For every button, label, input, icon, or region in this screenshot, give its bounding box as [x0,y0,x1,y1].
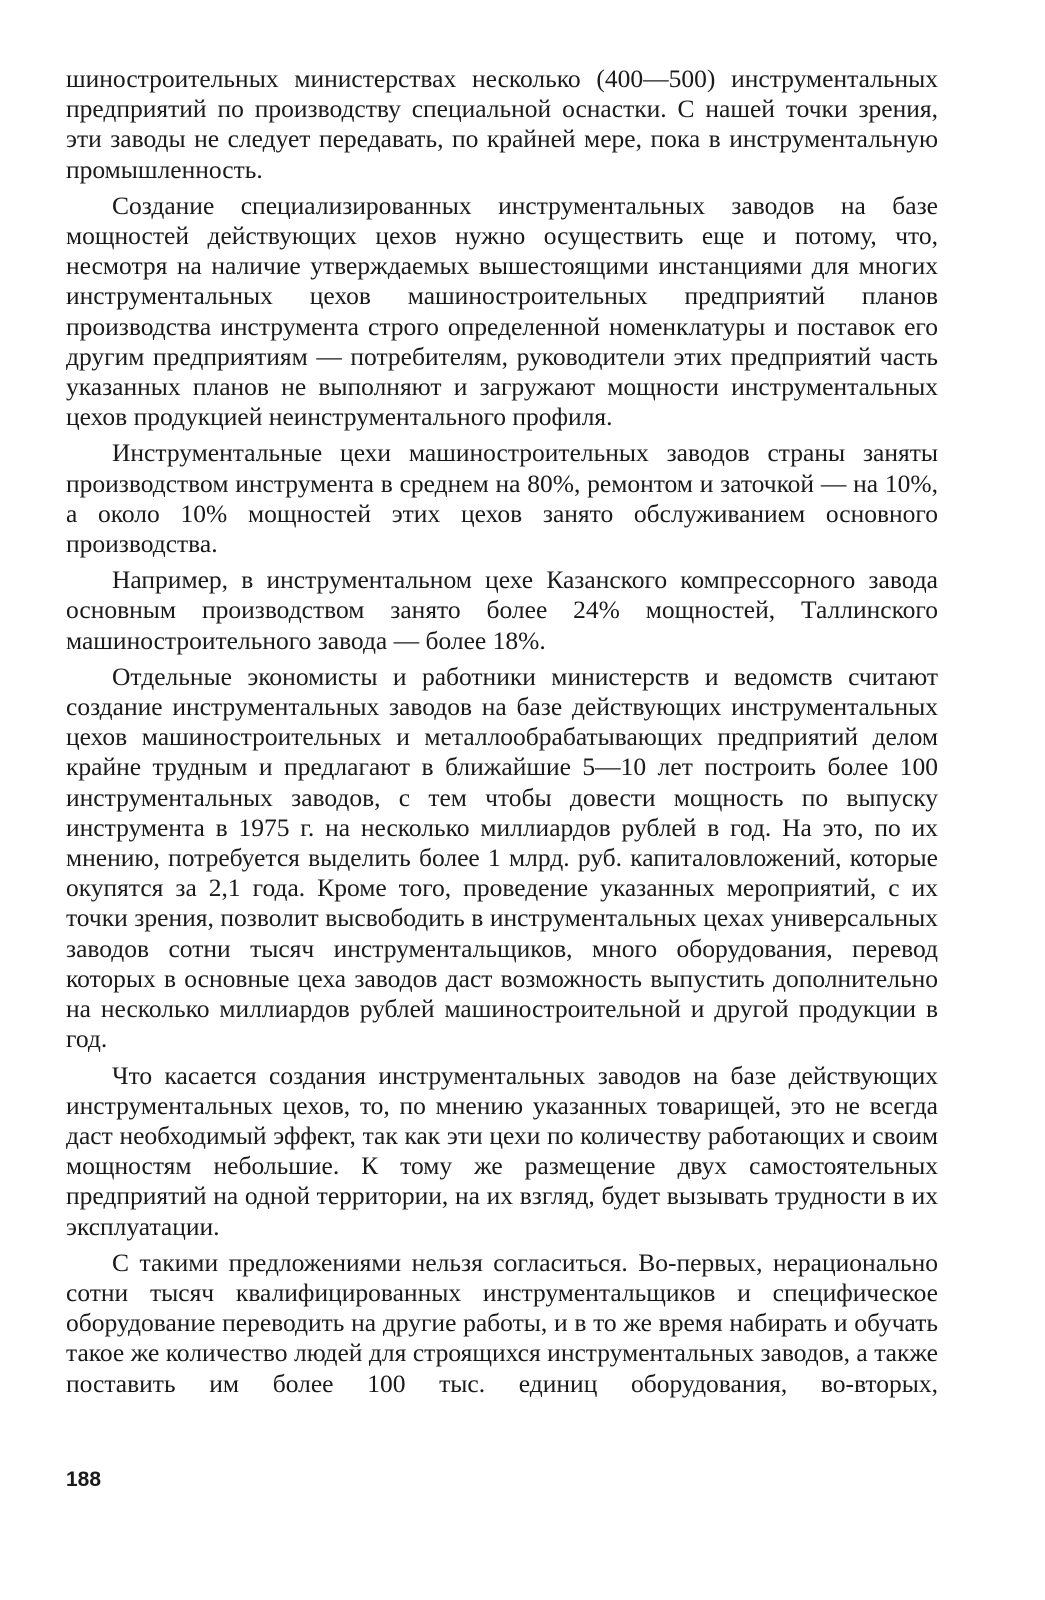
paragraph-4: Например, в инструментальном цехе Казанского компрессорного завода основным производством занято более 24% мощностей, Таллинского машиностроительного завода — более 18%. [66,565,938,655]
paragraph-6: Что касается создания инструментальных заводов на базе действующих инструментальных цехов, то, по мнению указанных товарищей, это не всегда даст необходимый эффект, так как эти цехи по количеству работающих и своим мощностям небольшие. К тому же размещение двух самостоятельных предприятий на одной территории, на их взгляд, будет вызывать трудности в их эксплуатации. [66,1060,938,1241]
paragraph-5: Отдельные экономисты и работники министерств и ведомств считают создание инструментальных заводов на базе действующих инструментальных цехов машиностроительных и металлообрабатывающих предприятий делом крайне трудным и предлагают в ближайшие 5—10 лет построить более 100 инструментальных заводов, с тем чтобы довести мощность по выпуску инструмента в 1975 г. на несколько миллиардов рублей в год. На это, по их мнению, потребуется выделить более 1 млрд. руб. капиталовложений, которые окупятся за 2,1 года. Кроме того, проведение указанных мероприятий, с их точки зрения, позволит высвободить в инструментальных цехах универсальных заводов сотни тысяч инструментальщиков, много оборудования, перевод которых в основные цеха заводов даст возможность выпустить дополнительно на несколько миллиардов рублей машиностроительной и другой продукции в год. [66,661,938,1054]
paragraph-7: С такими предложениями нельзя согласиться. Во-первых, нерационально сотни тысяч квалифицированных инструментальщиков и специфическое оборудование переводить на другие работы, и в то же время набирать и обучать такое же количество людей для строящихся инструментальных заводов, а также поставить им более 100 тыс. единиц оборудования, во-вторых, [66,1247,938,1398]
page-body [66,64,938,1405]
paragraph-2: Создание специализированных инструментальных заводов на базе мощностей действующих цехов нужно осуществить еще и потому, что, несмотря на наличие утверждаемых вышестоящими инстанциями для многих инструментальных цехов машиностроительных предприятий планов производства инструмента строго определенной номенклатуры и поставок его другим предприятиям — потребителям, руководители этих предприятий часть указанных планов не выполняют и загружают мощности инструментальных цехов продукцией неинструментального профиля. [66,190,938,432]
paragraph-3: Инструментальные цехи машиностроительных заводов страны заняты производством инструмента в среднем на 80%, ремонтом и заточкой — на 10%, а около 10% мощностей этих цехов занято обслуживанием основного производства. [66,438,938,559]
paragraph-1: шиностроительных министерствах несколько (400—500) инструментальных предприятий по производству специальной оснастки. С нашей точки зрения, эти заводы не следует передавать, по крайней мере, пока в инструментальную промышленность. [66,64,938,184]
page-number: 188 [66,1468,102,1491]
